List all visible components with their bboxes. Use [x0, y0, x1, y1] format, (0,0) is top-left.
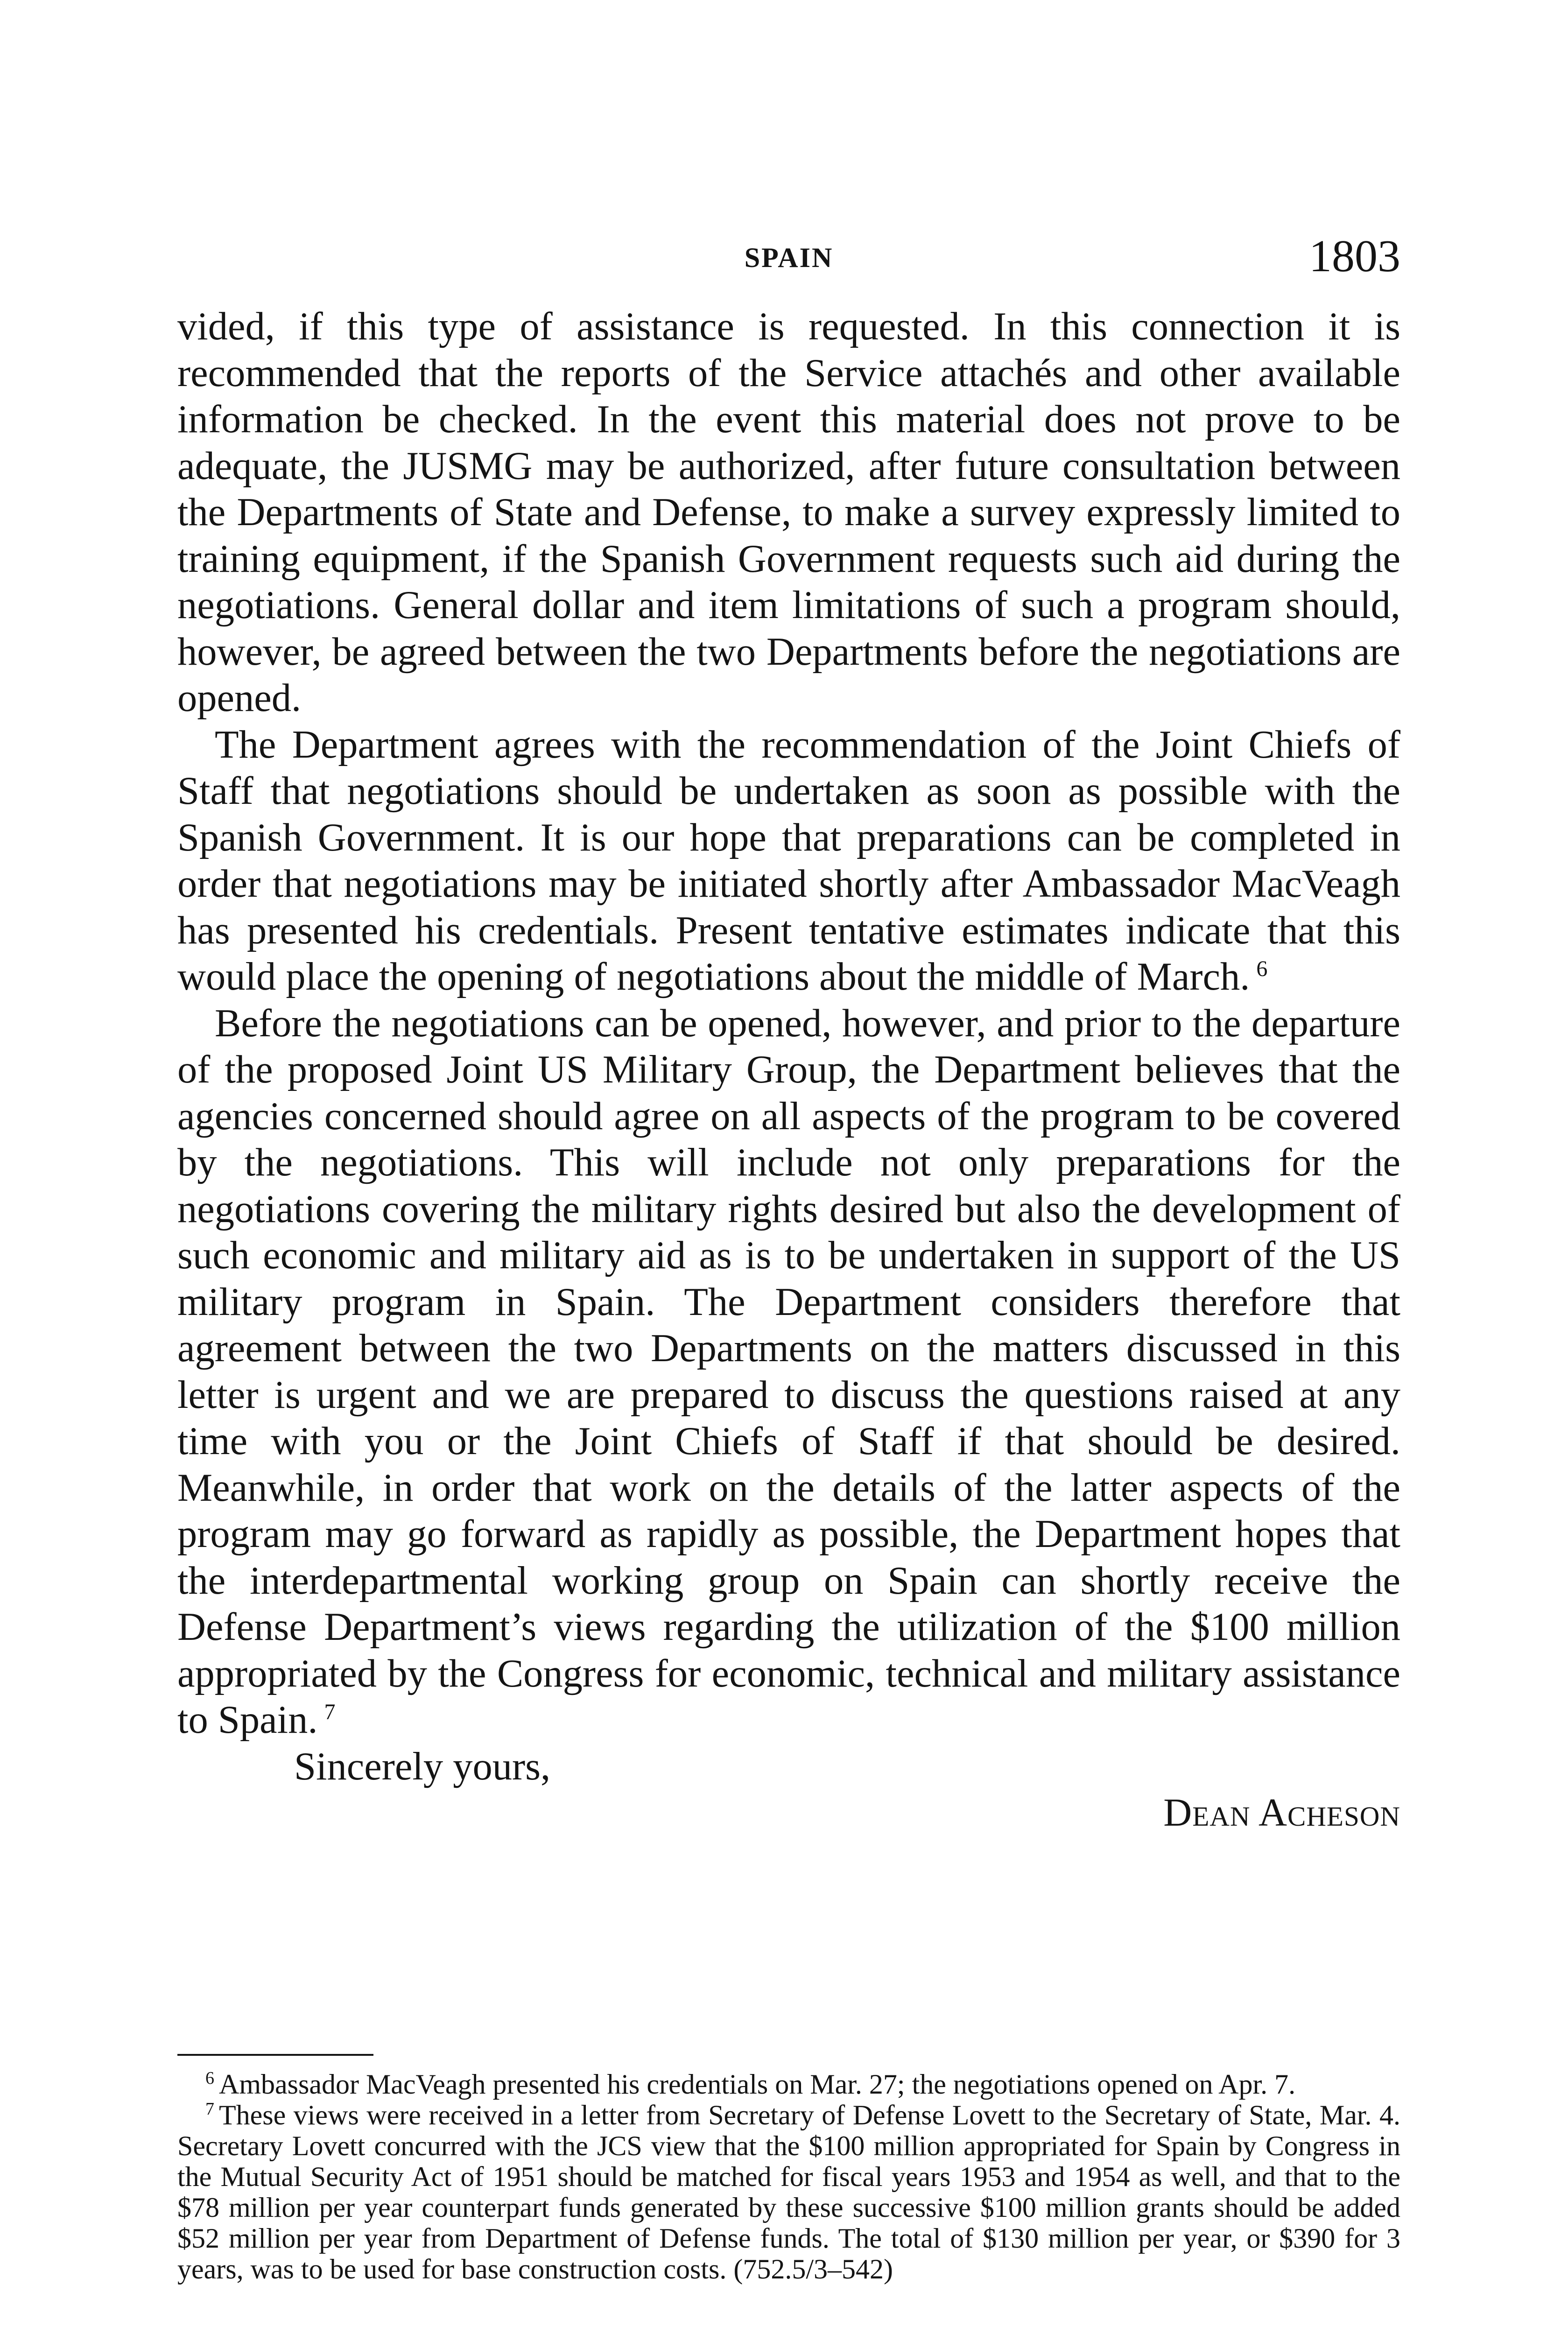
closing-line: Sincerely yours,	[294, 1744, 551, 1788]
paragraph-text: vided, if this type of assistance is requested. In this connection it is recommended that the reports of the Service attachés and other available information be checked. In the event this material does not prove to be adequate, the JUSMG may be authorized, after future consultation between the Departments of State and Defense, to make a survey expressly limited to training equipment, if the Spanish Government requests such aid during the negotiations. General dollar and item limitations of such a program should, however, be agreed between the two Departments before the negotiations are opened.	[177, 305, 1400, 720]
footnote	[177, 2069, 1400, 2100]
footnote-reference: 6	[1256, 956, 1268, 981]
footnote-mark: 6	[205, 2068, 214, 2088]
running-title: SPAIN	[744, 242, 834, 273]
letter-body	[177, 303, 1400, 1836]
page-number: 1803	[1309, 231, 1400, 281]
signature: Dean Acheson	[1163, 1791, 1400, 1835]
footnote	[177, 2100, 1400, 2285]
footnote-text: These views were received in a letter from Secretary of Defense Lovett to the Secretary of State, Mar. 4. Secretary Lovett concurred with the JCS view that the $100 million appropriated for Spain by Congress in the Mutual Security Act of 1951 should be matched for fiscal years 1953 and 1954 as well, and that to the $78 million per year counterpart funds generated by these successive $100 million grants should be added $52 million per year from Department of Defense funds. The total of $130 million per year, or $390 for 3 years, was to be used for base construction costs. (752.5/3–542)	[177, 2100, 1400, 2285]
paragraph	[177, 722, 1400, 1000]
paragraph-continued	[177, 303, 1400, 722]
footnote-divider	[177, 2054, 373, 2056]
paragraph-text: The Department agrees with the recommendation of the Joint Chiefs of Staff that negotiations should be undertaken as soon as possible with the Spanish Government. It is our hope that preparations can be completed in order that negotiations may be initiated shortly after Ambassador MacVeagh has presented his credentials. Present tentative estimates indicate that this would place the opening of negotiations about the middle of March.	[177, 723, 1400, 998]
footnote-mark: 7	[205, 2099, 214, 2119]
footnote-text: Ambassador MacVeagh presented his credentials on Mar. 27; the negotiations opened on Apr. 7.	[219, 2069, 1296, 2100]
footnote-reference: 7	[324, 1699, 336, 1724]
paragraph	[177, 1000, 1400, 1743]
running-head	[177, 233, 1400, 289]
paragraph-text: Before the negotiations can be opened, however, and prior to the departure of the proposed Joint US Military Group, the Department believes that the agencies concerned should agree on all aspects of the program to be covered by the negotiations. This will include not only preparations for the negotiations covering the military rights desired but also the development of such economic and military aid as is to be undertaken in support of the US military program in Spain. The Department considers therefore that agreement between the two Departments on the matters discussed in this letter is urgent and we are prepared to discuss the questions raised at any time with you or the Joint Chiefs of Staff if that should be desired. Meanwhile, in order that work on the details of the latter aspects of the program may go forward as rapidly as possible, the Department hopes that the interdepartmental working group on Spain can shortly receive the Defense Department’s views regarding the utilization of the $100 million appropriated by the Congress for economic, technical and military assistance to Spain.	[177, 1001, 1400, 1742]
footnotes	[177, 2069, 1400, 2285]
